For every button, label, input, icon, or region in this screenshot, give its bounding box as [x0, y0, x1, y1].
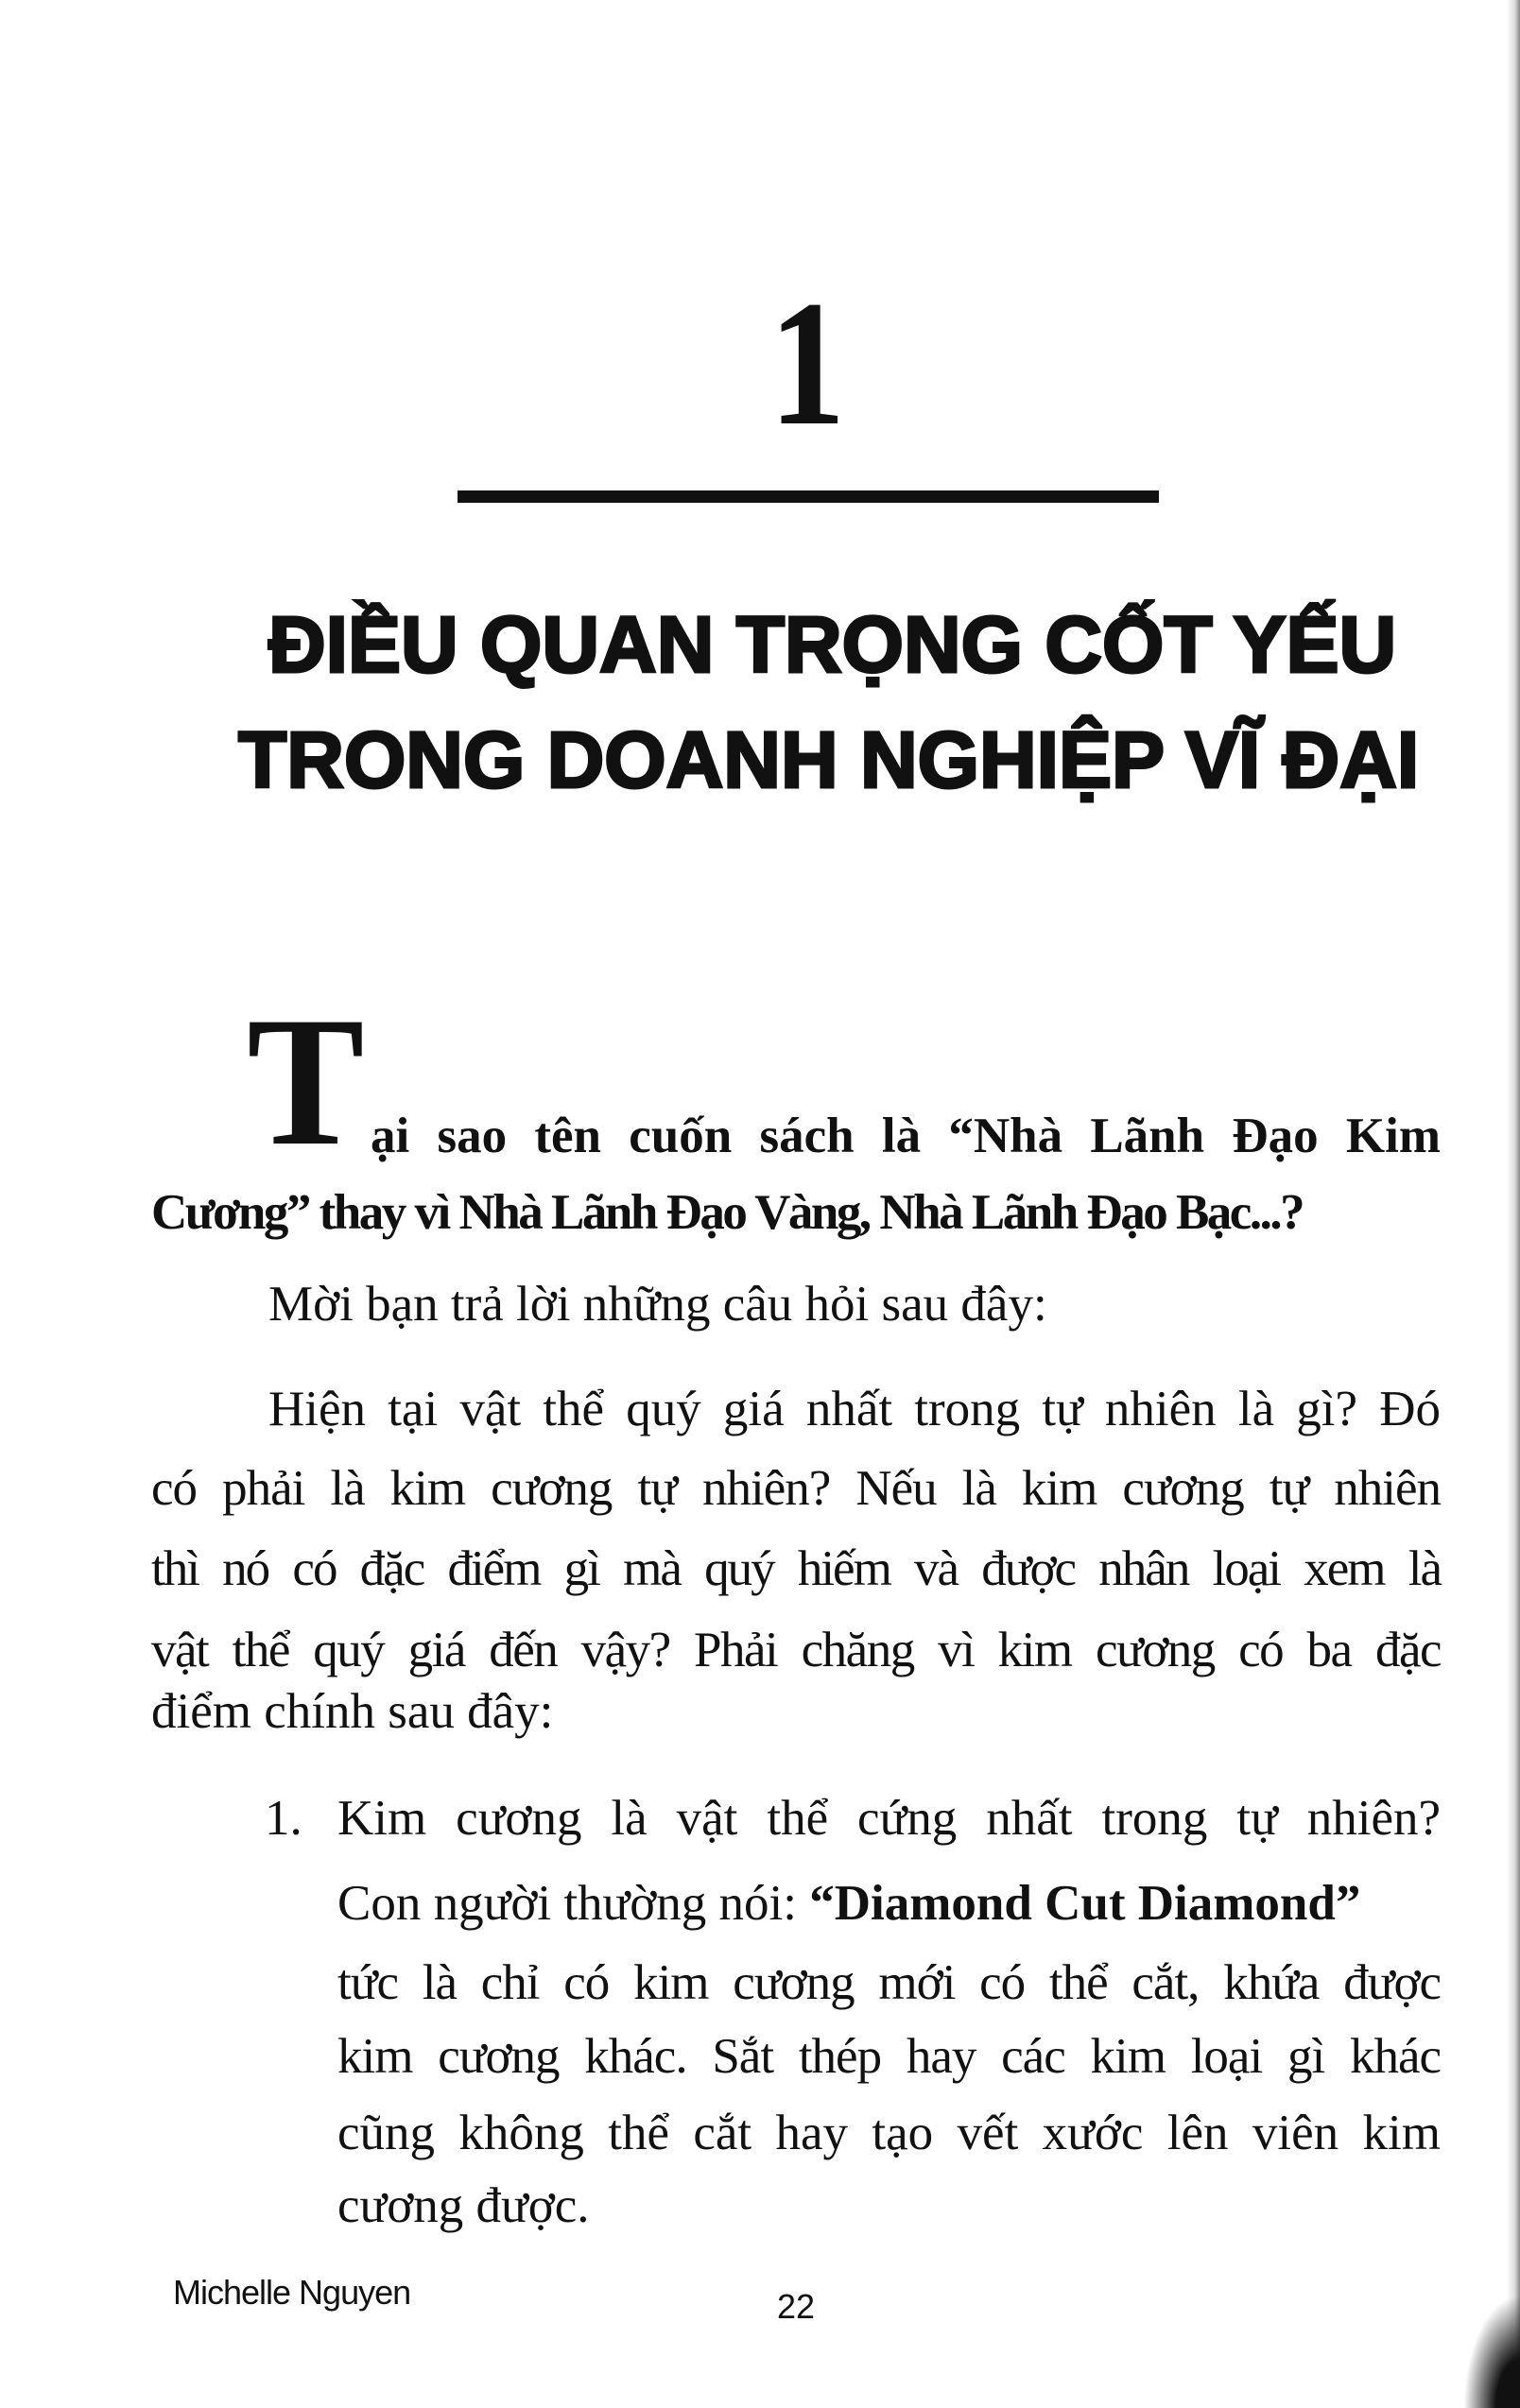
- paragraph-3-line-2: có phải là kim cương tự nhiên? Nếu là kim cương tự nhiên: [151, 1461, 1441, 1516]
- diamond-cut-diamond-quote: “Diamond Cut Diamond”: [809, 1876, 1361, 1931]
- list-item-line-6: cương được.: [337, 2178, 590, 2233]
- chapter-number: 1: [769, 265, 846, 463]
- paragraph-3-line-4: vật thể quý giá đến vậy? Phải chăng vì kim cương có ba đặc: [151, 1623, 1441, 1677]
- chapter-title-line-2: TRONG DOANH NGHIỆP VĨ ĐẠI: [238, 715, 1420, 804]
- chapter-title-line-1: ĐIỀU QUAN TRỌNG CỐT YẾU: [268, 600, 1397, 689]
- paragraph-3-line-1: Hiện tại vật thể quý giá nhất trong tự nhiên là gì? Đó: [268, 1382, 1441, 1436]
- chapter-divider: [458, 490, 1159, 503]
- list-item-line-4: kim cương khác. Sắt thép hay các kim loại gì khác: [337, 2029, 1441, 2084]
- intro-line-1: ại sao tên cuốn sách là “Nhà Lãnh Đạo Kim: [371, 1109, 1441, 1163]
- page-edge-shadow: [1507, 0, 1520, 2408]
- footer-author: Michelle Nguyen: [173, 2273, 411, 2312]
- list-item-line-2-text: Con người thường nói:: [337, 1876, 810, 1931]
- list-item-line-1: Kim cương là vật thể cứng nhất trong tự nhiên?: [337, 1791, 1441, 1846]
- page-number: 22: [777, 2287, 816, 2326]
- page-corner-shadow: [1463, 2295, 1520, 2408]
- paragraph-3-line-3: thì nó có đặc điểm gì mà quý hiếm và được nhân loại xem là: [151, 1541, 1441, 1596]
- list-item-line-2: [337, 1864, 1441, 1943]
- list-item-line-5: cũng không thể cắt hay tạo vết xước lên viên kim: [337, 2106, 1441, 2160]
- list-item-number: 1.: [265, 1791, 302, 1846]
- list-item-line-3: tức là chỉ có kim cương mới có thể cắt, khứa được: [337, 1955, 1441, 2010]
- paragraph-3-line-5: điểm chính sau đây:: [151, 1684, 554, 1739]
- drop-cap: T: [247, 979, 365, 1184]
- paragraph-2: Mời bạn trả lời những câu hỏi sau đây:: [268, 1277, 1047, 1332]
- intro-line-2: Cương” thay vì Nhà Lãnh Đạo Vàng, Nhà Lãnh Đạo Bạc...?: [151, 1185, 1304, 1240]
